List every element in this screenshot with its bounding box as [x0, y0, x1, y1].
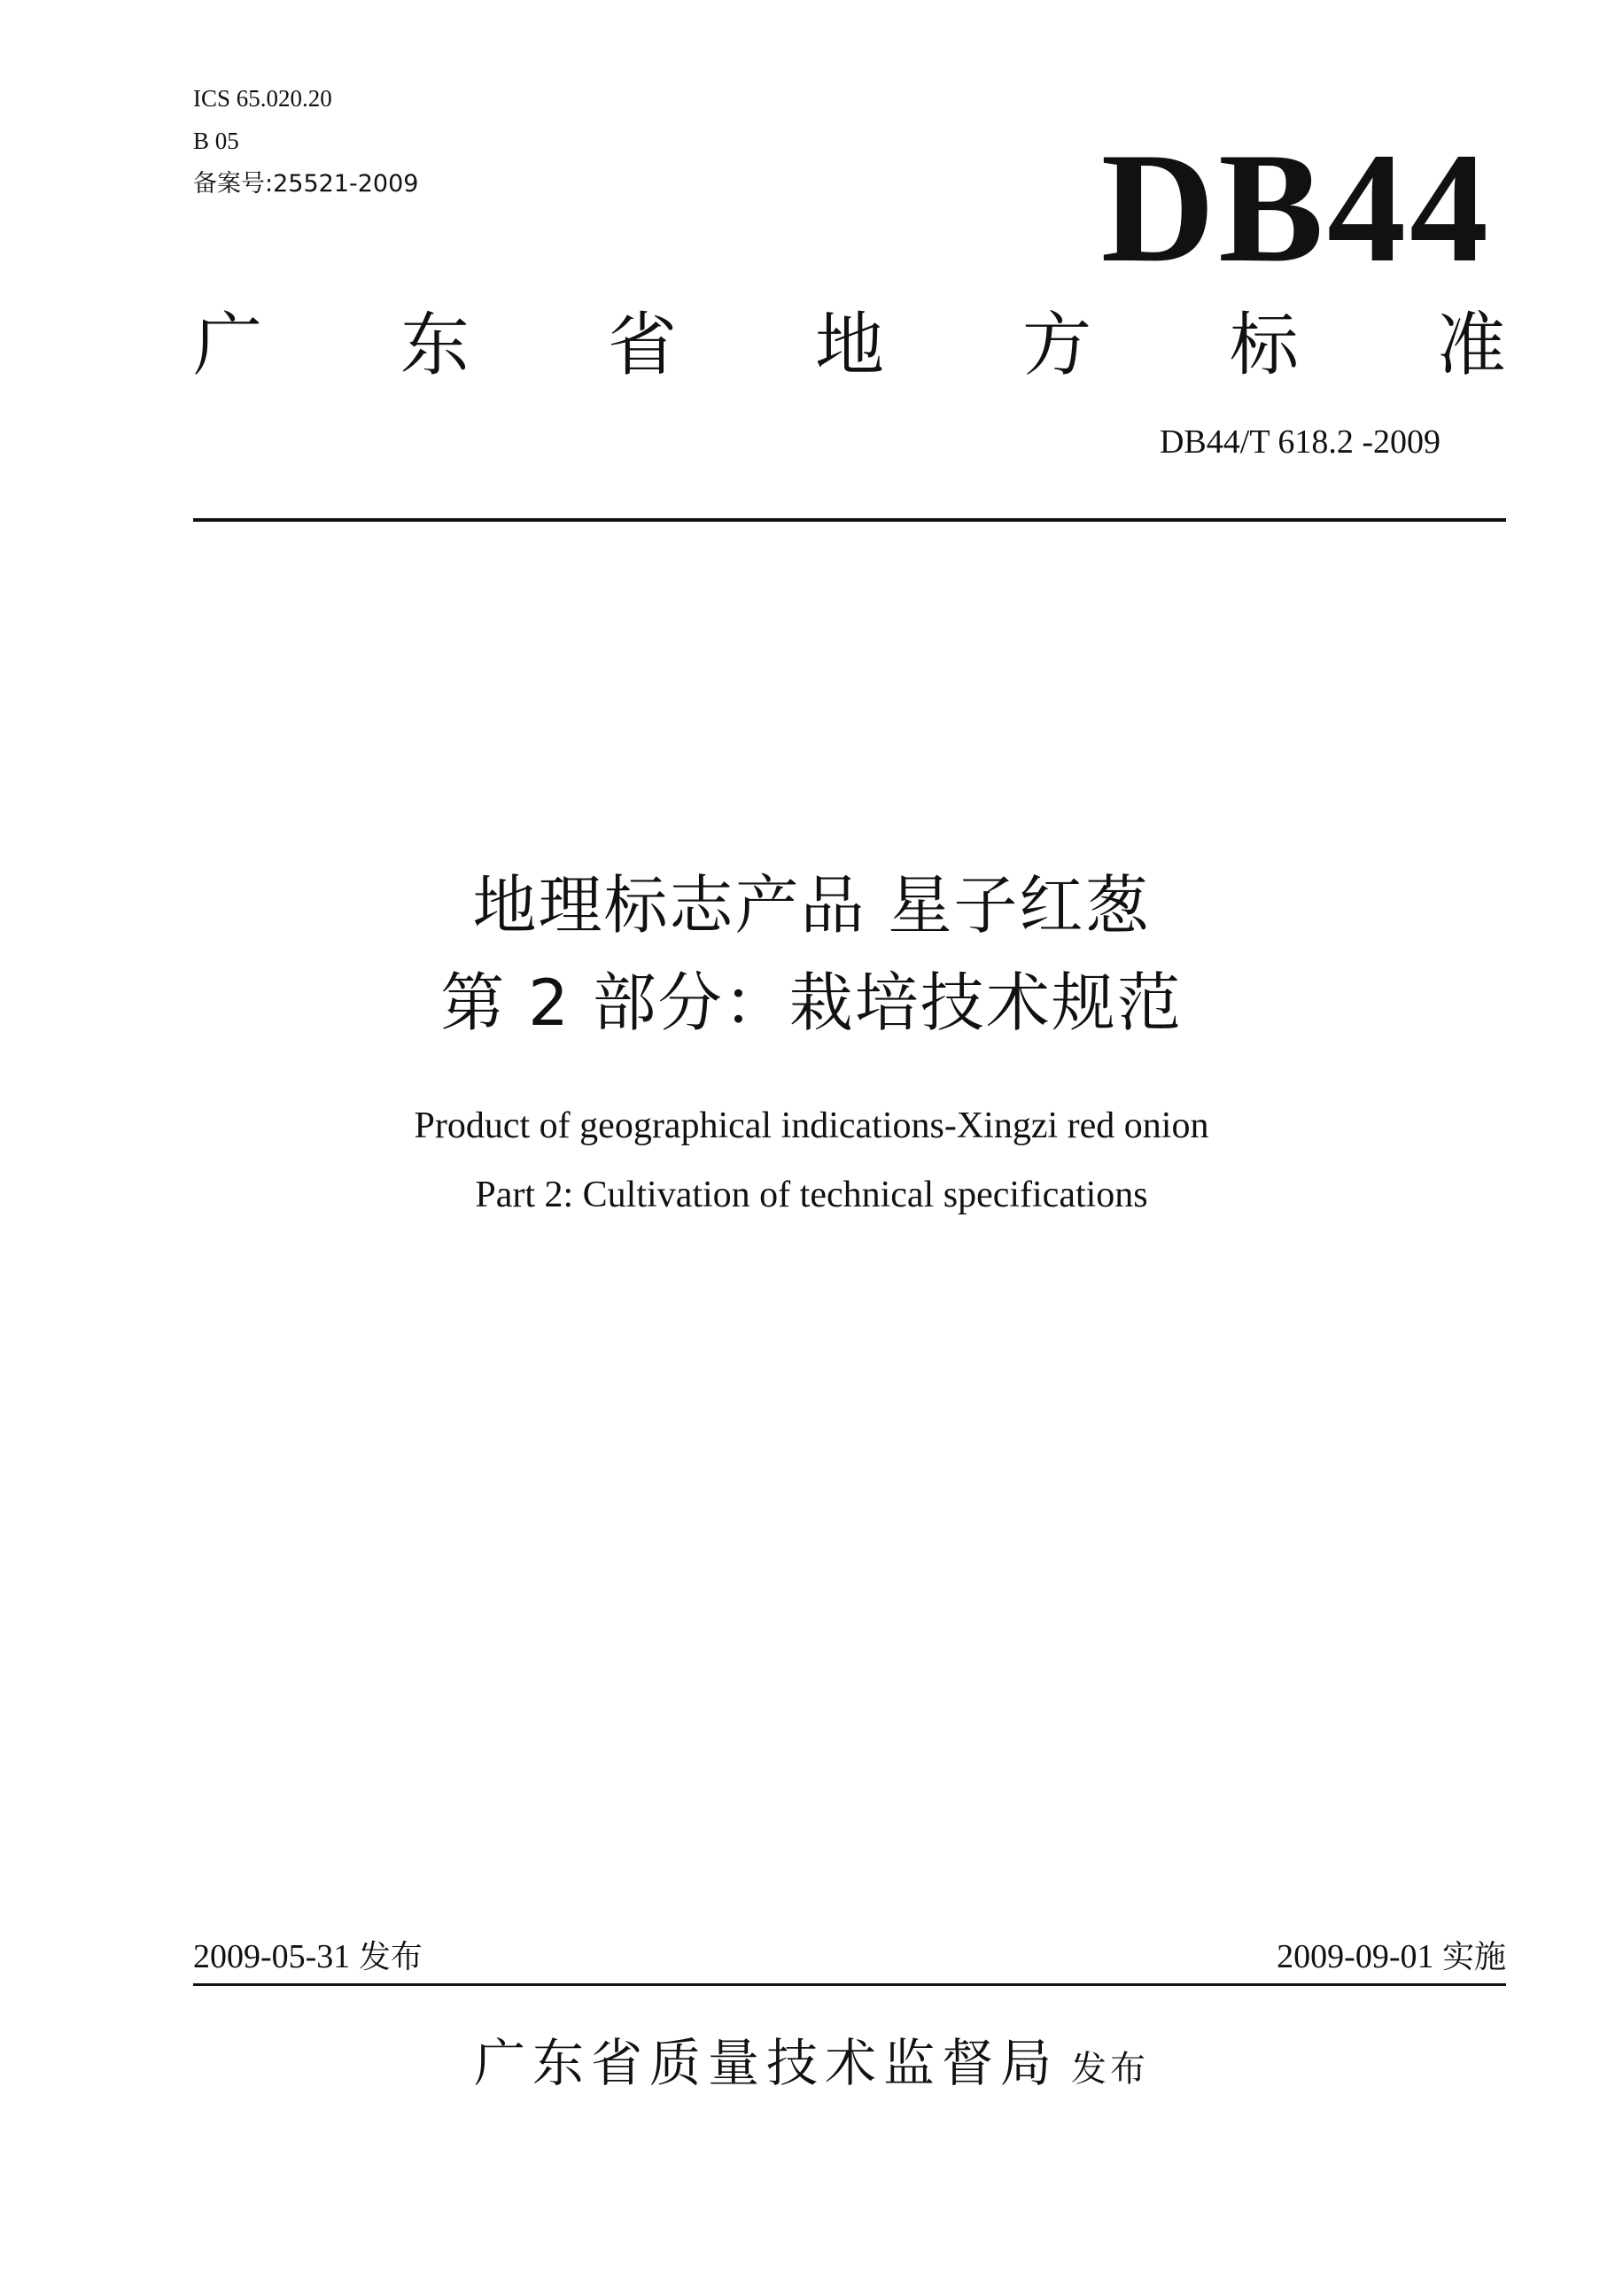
standard-type-char: 标: [1229, 306, 1299, 385]
header-divider: [193, 518, 1506, 522]
standard-type-char: 东: [400, 306, 470, 385]
title-en-line1: Product of geographical indications-Xingzi red onion: [414, 1105, 1209, 1146]
filing-number: 备案号:25521-2009: [193, 170, 419, 198]
footer-divider: [193, 1983, 1506, 1986]
issuer-line: [0, 2033, 1623, 2093]
issue-label: 发布: [358, 1939, 423, 1975]
standard-type-char: 方: [1021, 306, 1091, 385]
standard-type-char: 广: [193, 306, 263, 385]
implementation-date-block: [1277, 1940, 1506, 1974]
classification-code: B 05: [193, 128, 239, 154]
title-cn-line1: 地理标志产品 星子红葱: [472, 868, 1151, 942]
issuer-name: 广东省质量技术监督局: [473, 2033, 1059, 2093]
implementation-date: 2009-09-01: [1277, 1938, 1434, 1975]
issue-date-block: [193, 1940, 423, 1974]
db44-logo: DB44: [1100, 120, 1492, 295]
title-cn-line2: 第 2 部分：栽培技术规范: [440, 966, 1183, 1040]
standard-type-char: 地: [814, 306, 884, 385]
title-en-line2: Part 2: Cultivation of technical specifications: [475, 1175, 1148, 1215]
standard-number: DB44/T 618.2 -2009: [1159, 423, 1441, 461]
issuer-suffix: 发布: [1071, 2049, 1149, 2090]
standard-type-heading: [193, 298, 1506, 393]
ics-code: ICS 65.020.20: [193, 85, 332, 112]
standard-type-char: 省: [607, 306, 677, 385]
implementation-label: 实施: [1441, 1939, 1506, 1975]
standard-type-char: 准: [1436, 306, 1506, 385]
issue-date: 2009-05-31: [193, 1938, 351, 1975]
